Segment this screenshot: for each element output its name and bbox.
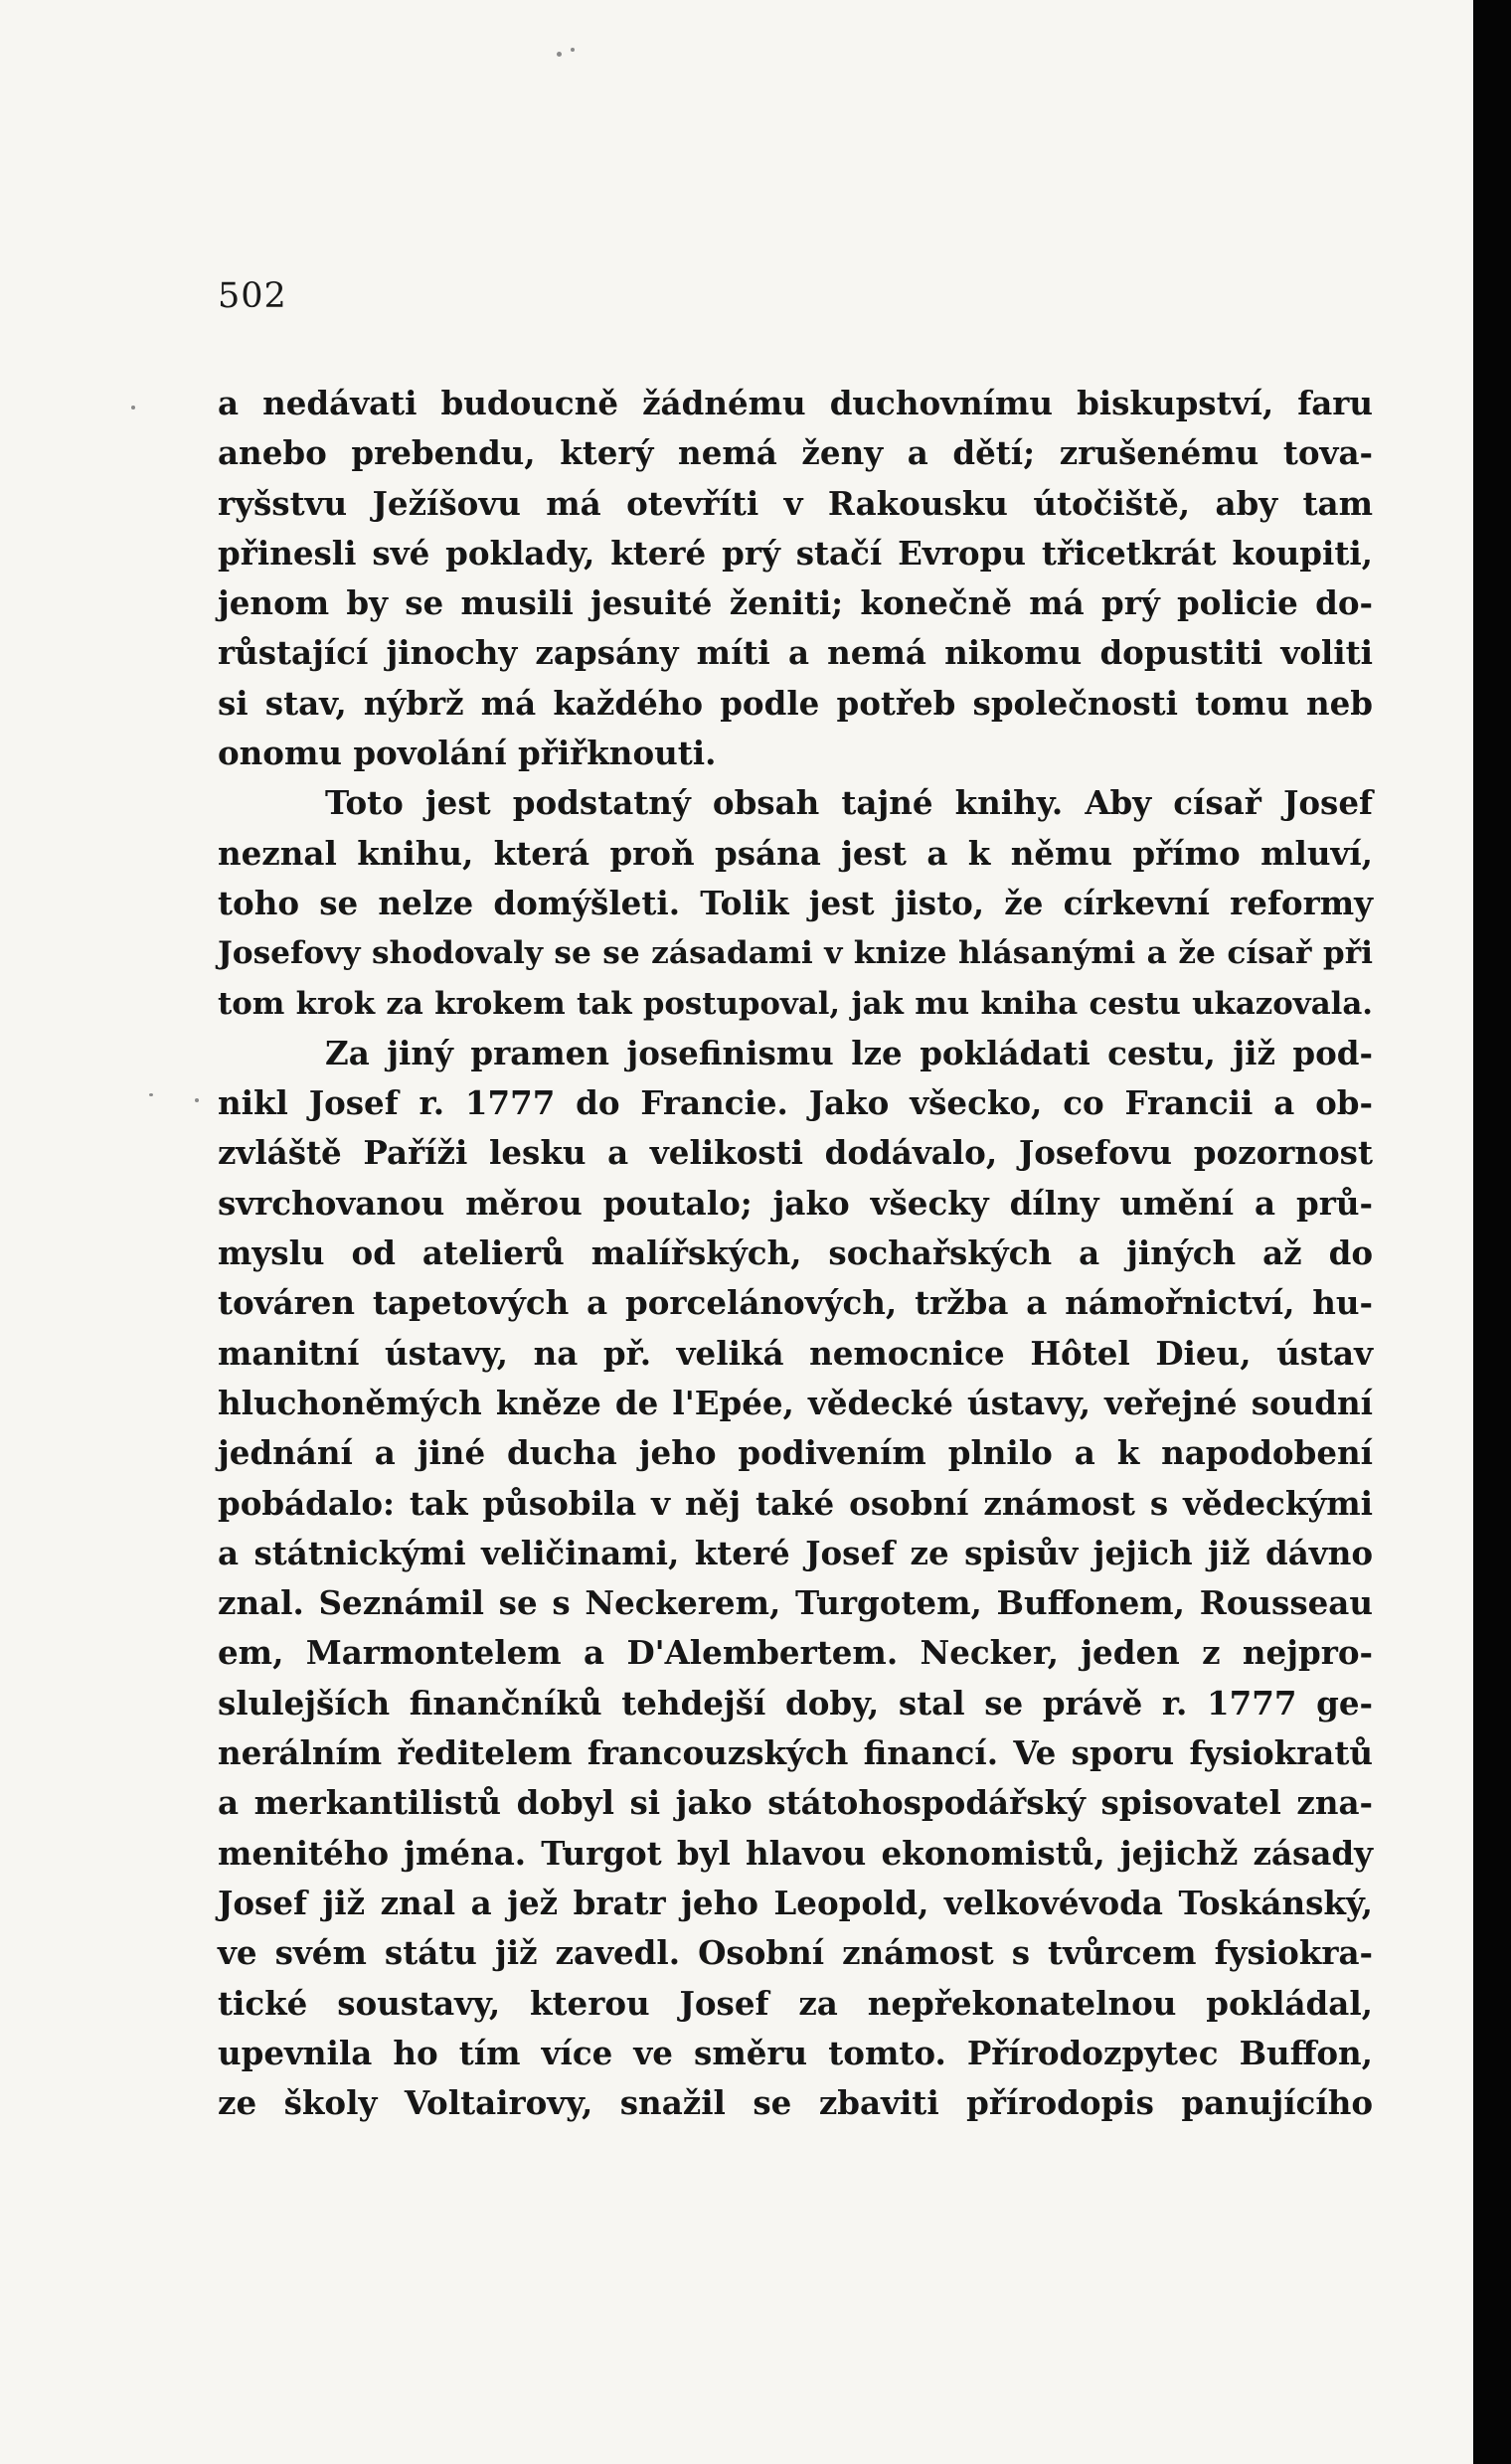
text-line: ze školy Voltairovy, snažil se zbaviti přírodopis panujícího	[218, 2083, 1373, 2123]
text-line: Josefovy shodovaly se se zásadami v knize hlásanými a že císař při	[218, 935, 1373, 972]
text-line: myslu od atelierů malířských, sochařských a jiných až do	[218, 1233, 1373, 1273]
page-speck	[131, 406, 135, 410]
page-speck	[557, 52, 562, 57]
page-number: 502	[218, 276, 287, 316]
text-line: toho se nelze domýšleti. Tolik jest jisto, že církevní reformy	[218, 883, 1373, 922]
text-line: a státnickými veličinami, které Josef ze spisův jejich již dávno	[218, 1533, 1373, 1572]
text-line: jenom by se musili jesuité ženiti; konečně má prý policie do-	[218, 583, 1373, 623]
text-line: zvláště Paříži lesku a velikosti dodávalo, Josefovu pozornost	[218, 1133, 1373, 1173]
body-text	[218, 379, 1373, 2128]
text-line: svrchovanou měrou poutalo; jako všecky dílny umění a prů-	[218, 1183, 1373, 1223]
text-line: hluchoněmých kněze de l'Epée, vědecké ústavy, veřejné soudní	[218, 1383, 1373, 1422]
text-line: Josef již znal a jež bratr jeho Leopold, velkovévoda Toskánský,	[218, 1883, 1373, 1922]
text-line: Toto jest podstatný obsah tajné knihy. Aby císař Josef	[325, 783, 1373, 823]
text-line: menitého jména. Turgot byl hlavou ekonomistů, jejichž zásady	[218, 1833, 1373, 1873]
scan-edge	[1473, 0, 1511, 2464]
text-line: ve svém státu již zavedl. Osobní známost s tvůrcem fysiokra-	[218, 1933, 1373, 1973]
page-speck	[149, 1093, 153, 1096]
text-line: a merkantilistů dobyl si jako státohospodářský spisovatel zna-	[218, 1783, 1373, 1823]
text-line: anebo prebendu, který nemá ženy a dětí; zrušenému tova-	[218, 433, 1373, 473]
text-line: neznal knihu, která proň psána jest a k němu přímo mluví,	[218, 833, 1373, 873]
text-line: přinesli své poklady, které prý stačí Evropu třicetkrát koupiti,	[218, 533, 1373, 573]
text-line: Za jiný pramen josefinismu lze pokládati cestu, již pod-	[325, 1033, 1373, 1072]
text-line: jednání a jiné ducha jeho podivením plnilo a k napodobení	[218, 1433, 1373, 1473]
text-line: pobádalo: tak působila v něj také osobní známost s vědeckými	[218, 1483, 1373, 1523]
text-line: tické soustavy, kterou Josef za nepřekonatelnou pokládal,	[218, 1983, 1373, 2023]
page-speck	[195, 1098, 199, 1102]
text-line: a nedávati budoucně žádnému duchovnímu biskupství, faru	[218, 384, 1373, 422]
text-line: slulejších finančníků tehdejší doby, stal se právě r. 1777 ge-	[218, 1683, 1373, 1723]
page-speck	[571, 48, 575, 52]
text-line: znal. Seznámil se s Neckerem, Turgotem, Buffonem, Rousseau	[218, 1583, 1373, 1623]
text-line: em, Marmontelem a D'Alembertem. Necker, jeden z nejpro-	[218, 1633, 1373, 1673]
text-line: manitní ústavy, na př. veliká nemocnice Hôtel Dieu, ústav	[218, 1333, 1373, 1373]
text-line: nikl Josef r. 1777 do Francie. Jako všecko, co Francii a ob-	[218, 1083, 1373, 1123]
text-line: onomu povolání přiřknouti.	[218, 734, 717, 773]
text-line: ryšstvu Ježíšovu má otevříti v Rakousku útočiště, aby tam	[218, 483, 1373, 523]
text-line: nerálním ředitelem francouzských financí. Ve sporu fysiokratů	[218, 1733, 1373, 1773]
text-line: upevnila ho tím více ve směru tomto. Přírodozpytec Buffon,	[218, 2033, 1373, 2072]
text-line: tom krok za krokem tak postupoval, jak mu kniha cestu ukazovala.	[218, 985, 1373, 1022]
text-line: továren tapetových a porcelánových, tržba a námořnictví, hu-	[218, 1283, 1373, 1323]
text-line: růstající jinochy zapsány míti a nemá nikomu dopustiti voliti	[218, 633, 1373, 673]
text-line: si stav, nýbrž má každého podle potřeb společnosti tomu neb	[218, 683, 1373, 723]
